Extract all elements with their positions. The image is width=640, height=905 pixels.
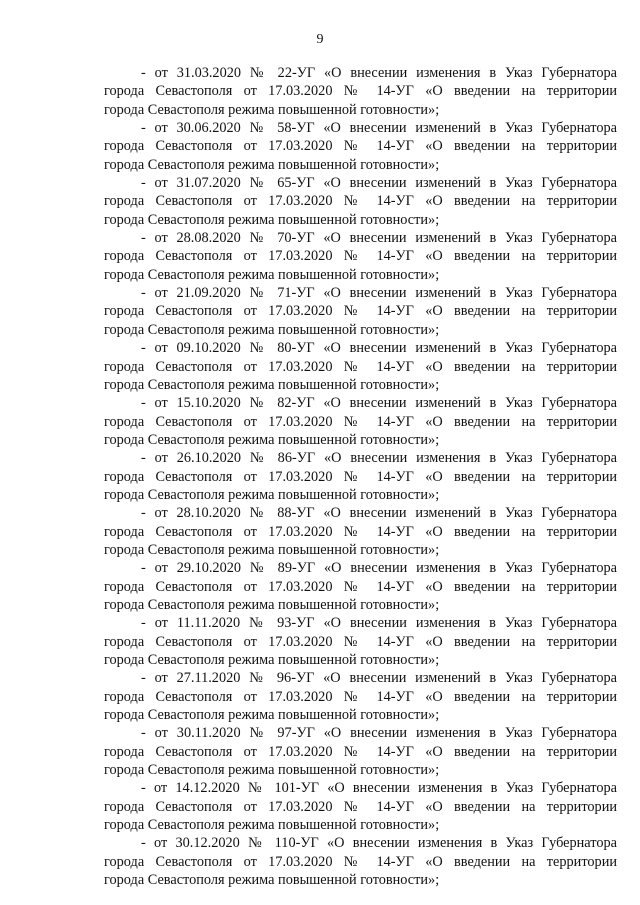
entry-line: города Севастополя режима повышенной готовности»;	[104, 652, 440, 668]
entry-line: - от 15.10.2020 № 82-УГ «О внесении изменений в Указ Губернатора	[141, 395, 617, 412]
entry-line: города Севастополя от 17.03.2020 № 14-УГ «О введении на территории	[104, 743, 617, 760]
list-item	[104, 449, 617, 504]
entry-line: города Севастополя от 17.03.2020 № 14-УГ «О введении на территории	[104, 798, 617, 815]
entry-line: города Севастополя режима повышенной готовности»;	[104, 321, 440, 338]
entry-line: - от 30.06.2020 № 58-УГ «О внесении изменений в Указ Губернатора	[141, 120, 617, 137]
list-item	[104, 394, 617, 449]
list-item	[104, 559, 617, 614]
entry-line: города Севастополя от 17.03.2020 № 14-УГ «О введении на территории	[104, 303, 617, 320]
decree-list	[104, 64, 617, 889]
entry-line: - от 21.09.2020 № 71-УГ «О внесении изменений в Указ Губернатора	[141, 285, 617, 302]
list-item	[104, 614, 617, 669]
entry-line: - от 26.10.2020 № 86-УГ «О внесении изменения в Указ Губернатора	[141, 450, 617, 467]
entry-line: города Севастополя режима повышенной готовности»;	[104, 762, 440, 779]
list-item	[104, 669, 617, 724]
entry-line: города Севастополя от 17.03.2020 № 14-УГ «О введении на территории	[104, 138, 617, 155]
entry-line: города Севастополя режима повышенной готовности»;	[104, 596, 440, 613]
entry-line: города Севастополя режима повышенной готовности»;	[104, 872, 440, 889]
entry-line: города Севастополя от 17.03.2020 № 14-УГ «О введении на территории	[104, 853, 617, 870]
entry-line: города Севастополя от 17.03.2020 № 14-УГ «О введении на территории	[104, 523, 617, 540]
entry-line: - от 27.11.2020 № 96-УГ «О внесении изменений в Указ Губернатора	[141, 670, 617, 687]
entry-line: - от 29.10.2020 № 89-УГ «О внесении изменения в Указ Губернатора	[141, 560, 617, 577]
entry-line: города Севастополя от 17.03.2020 № 14-УГ «О введении на территории	[104, 468, 617, 485]
entry-line: города Севастополя от 17.03.2020 № 14-УГ «О введении на территории	[104, 193, 617, 210]
entry-line: - от 28.10.2020 № 88-УГ «О внесении изменений в Указ Губернатора	[141, 505, 617, 522]
page-number: 9	[316, 32, 324, 47]
entry-line: - от 31.03.2020 № 22-УГ «О внесении изменения в Указ Губернатора	[141, 65, 617, 81]
entry-line: города Севастополя режима повышенной готовности»;	[104, 486, 440, 503]
entry-line: города Севастополя режима повышенной готовности»;	[104, 707, 440, 724]
list-item	[104, 724, 617, 779]
entry-line: - от 11.11.2020 № 93-УГ «О внесении изменения в Указ Губернатора	[141, 615, 617, 632]
list-item	[104, 339, 617, 394]
entry-line: города Севастополя от 17.03.2020 № 14-УГ «О введении на территории	[104, 688, 617, 705]
entry-line: города Севастополя режима повышенной готовности»;	[104, 541, 440, 558]
entry-line: города Севастополя режима повышенной готовности»;	[104, 101, 440, 118]
list-item	[104, 64, 617, 119]
entry-line: города Севастополя режима повышенной готовности»;	[104, 156, 440, 173]
list-item	[104, 834, 617, 889]
entry-line: города Севастополя режима повышенной готовности»;	[104, 376, 440, 393]
entry-line: - от 30.11.2020 № 97-УГ «О внесении изменения в Указ Губернатора	[141, 725, 617, 742]
list-item	[104, 174, 617, 229]
entry-line: города Севастополя от 17.03.2020 № 14-УГ «О введении на территории	[104, 413, 617, 430]
entry-line: города Севастополя режима повышенной готовности»;	[104, 211, 440, 228]
entry-line: - от 30.12.2020 № 110-УГ «О внесении изменения в Указ Губернатора	[141, 835, 617, 852]
entry-line: - от 09.10.2020 № 80-УГ «О внесении изменений в Указ Губернатора	[141, 340, 617, 357]
entry-line: города Севастополя от 17.03.2020 № 14-УГ «О введении на территории	[104, 83, 617, 100]
list-item	[104, 229, 617, 284]
list-item	[104, 504, 617, 559]
entry-line: - от 14.12.2020 № 101-УГ «О внесении изменения в Указ Губернатора	[141, 780, 617, 797]
entry-line: - от 28.08.2020 № 70-УГ «О внесении изменений в Указ Губернатора	[141, 230, 617, 247]
entry-line: города Севастополя от 17.03.2020 № 14-УГ «О введении на территории	[104, 633, 617, 650]
entry-line: города Севастополя от 17.03.2020 № 14-УГ «О введении на территории	[104, 358, 617, 375]
list-item	[104, 119, 617, 174]
entry-line: - от 31.07.2020 № 65-УГ «О внесении изменений в Указ Губернатора	[141, 175, 617, 192]
entry-line: города Севастополя режима повышенной готовности»;	[104, 431, 440, 448]
entry-line: города Севастополя режима повышенной готовности»;	[104, 266, 440, 283]
list-item	[104, 284, 617, 339]
entry-line: города Севастополя от 17.03.2020 № 14-УГ «О введении на территории	[104, 248, 617, 265]
entry-line: города Севастополя от 17.03.2020 № 14-УГ «О введении на территории	[104, 578, 617, 595]
list-item	[104, 779, 617, 834]
entry-line: города Севастополя режима повышенной готовности»;	[104, 817, 440, 834]
